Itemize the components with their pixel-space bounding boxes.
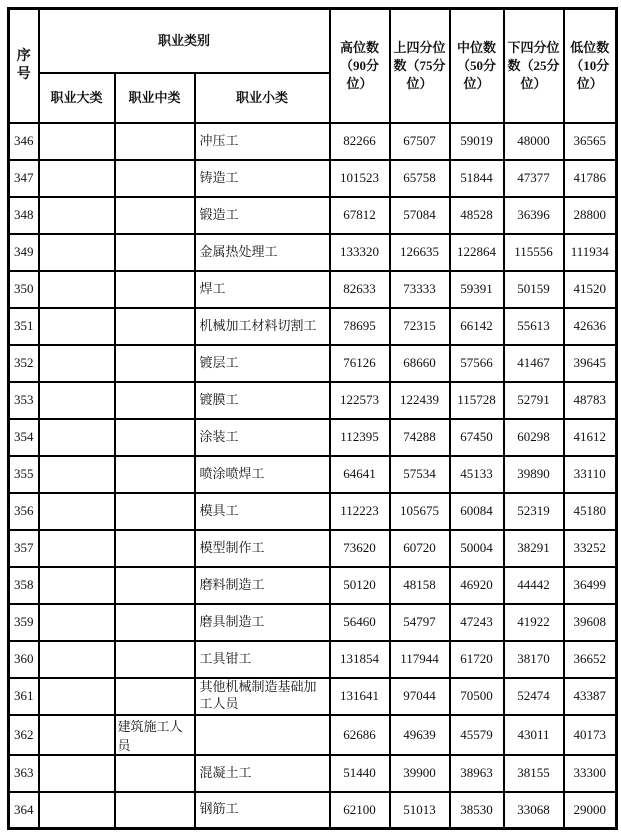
table-row	[9, 678, 617, 715]
cell-p10-value: 33300	[564, 755, 617, 792]
cell-p90-value: 51440	[330, 755, 390, 792]
cell-middle-category	[115, 271, 195, 308]
cell-minor-category	[195, 715, 330, 755]
cell-p25-value: 115556	[504, 234, 564, 271]
cell-p90-value: 82266	[330, 123, 390, 160]
cell-minor-category: 模型制作工	[195, 530, 330, 567]
cell-p10-value: 111934	[564, 234, 617, 271]
cell-p25-value: 33068	[504, 792, 564, 829]
cell-serial-number: 359	[9, 604, 39, 641]
cell-middle-category	[115, 641, 195, 678]
cell-p90-value: 67812	[330, 197, 390, 234]
table-row	[9, 345, 617, 382]
cell-p75-value: 126635	[390, 234, 450, 271]
cell-p50-value: 57566	[450, 345, 504, 382]
column-header-p75: 上四分位数（75分位）	[390, 9, 450, 123]
cell-p25-value: 44442	[504, 567, 564, 604]
cell-serial-number: 360	[9, 641, 39, 678]
cell-middle-category	[115, 567, 195, 604]
table-row	[9, 792, 617, 829]
cell-p25-value: 39890	[504, 456, 564, 493]
cell-p75-value: 97044	[390, 678, 450, 715]
cell-p75-value: 73333	[390, 271, 450, 308]
table-row	[9, 419, 617, 456]
cell-p50-value: 45133	[450, 456, 504, 493]
column-header-p90: 高位数（90分位）	[330, 9, 390, 123]
cell-middle-category	[115, 345, 195, 382]
table-row	[9, 715, 617, 755]
cell-p25-value: 47377	[504, 160, 564, 197]
table-row	[9, 308, 617, 345]
cell-middle-category	[115, 197, 195, 234]
cell-serial-number: 364	[9, 792, 39, 829]
cell-p90-value: 131641	[330, 678, 390, 715]
cell-serial-number: 346	[9, 123, 39, 160]
cell-minor-category: 喷涂喷焊工	[195, 456, 330, 493]
cell-p75-value: 57534	[390, 456, 450, 493]
cell-p25-value: 36396	[504, 197, 564, 234]
cell-major-category	[39, 755, 115, 792]
cell-p90-value: 122573	[330, 382, 390, 419]
cell-p10-value: 36565	[564, 123, 617, 160]
cell-p10-value: 39608	[564, 604, 617, 641]
cell-middle-category	[115, 234, 195, 271]
cell-p10-value: 39645	[564, 345, 617, 382]
cell-p25-value: 48000	[504, 123, 564, 160]
cell-p10-value: 43387	[564, 678, 617, 715]
cell-major-category	[39, 197, 115, 234]
cell-p50-value: 51844	[450, 160, 504, 197]
cell-major-category	[39, 271, 115, 308]
cell-p10-value: 41786	[564, 160, 617, 197]
cell-p50-value: 47243	[450, 604, 504, 641]
cell-p90-value: 62686	[330, 715, 390, 755]
cell-p25-value: 55613	[504, 308, 564, 345]
cell-p50-value: 67450	[450, 419, 504, 456]
cell-p50-value: 38963	[450, 755, 504, 792]
cell-p90-value: 56460	[330, 604, 390, 641]
cell-p75-value: 51013	[390, 792, 450, 829]
cell-middle-category	[115, 530, 195, 567]
cell-p75-value: 68660	[390, 345, 450, 382]
cell-p75-value: 74288	[390, 419, 450, 456]
column-header-middle-category: 职业中类	[115, 73, 195, 123]
cell-p50-value: 66142	[450, 308, 504, 345]
cell-p25-value: 43011	[504, 715, 564, 755]
cell-p10-value: 33110	[564, 456, 617, 493]
cell-p90-value: 82633	[330, 271, 390, 308]
cell-p25-value: 38291	[504, 530, 564, 567]
cell-p90-value: 64641	[330, 456, 390, 493]
cell-p50-value: 122864	[450, 234, 504, 271]
table-row	[9, 456, 617, 493]
column-header-serial: 序号	[9, 9, 39, 123]
cell-p10-value: 33252	[564, 530, 617, 567]
column-header-p10: 低位数（10分位）	[564, 9, 617, 123]
cell-p90-value: 131854	[330, 641, 390, 678]
cell-minor-category: 其他机械制造基础加工人员	[195, 678, 330, 715]
table-row	[9, 382, 617, 419]
cell-minor-category: 磨料制造工	[195, 567, 330, 604]
cell-p25-value: 52791	[504, 382, 564, 419]
table-row	[9, 530, 617, 567]
cell-middle-category	[115, 382, 195, 419]
column-header-major-category: 职业大类	[39, 73, 115, 123]
cell-major-category	[39, 308, 115, 345]
wage-percentile-table	[7, 7, 618, 830]
cell-p25-value: 60298	[504, 419, 564, 456]
cell-p75-value: 122439	[390, 382, 450, 419]
cell-middle-category	[115, 123, 195, 160]
cell-minor-category: 机械加工材料切割工	[195, 308, 330, 345]
cell-p90-value: 101523	[330, 160, 390, 197]
cell-middle-category	[115, 493, 195, 530]
column-header-minor-category: 职业小类	[195, 73, 330, 123]
cell-minor-category: 金属热处理工	[195, 234, 330, 271]
cell-minor-category: 镀层工	[195, 345, 330, 382]
cell-p25-value: 38170	[504, 641, 564, 678]
cell-p90-value: 76126	[330, 345, 390, 382]
cell-serial-number: 356	[9, 493, 39, 530]
cell-serial-number: 363	[9, 755, 39, 792]
cell-p90-value: 78695	[330, 308, 390, 345]
cell-middle-category	[115, 678, 195, 715]
table-row	[9, 197, 617, 234]
cell-p10-value: 40173	[564, 715, 617, 755]
cell-p90-value: 112223	[330, 493, 390, 530]
cell-middle-category	[115, 792, 195, 829]
cell-major-category	[39, 567, 115, 604]
cell-p10-value: 36652	[564, 641, 617, 678]
cell-p25-value: 38155	[504, 755, 564, 792]
cell-p10-value: 41612	[564, 419, 617, 456]
table-row	[9, 755, 617, 792]
cell-p50-value: 38530	[450, 792, 504, 829]
cell-p50-value: 70500	[450, 678, 504, 715]
cell-p75-value: 65758	[390, 160, 450, 197]
cell-p10-value: 41520	[564, 271, 617, 308]
cell-p75-value: 60720	[390, 530, 450, 567]
cell-serial-number: 362	[9, 715, 39, 755]
cell-p50-value: 46920	[450, 567, 504, 604]
cell-p90-value: 133320	[330, 234, 390, 271]
table-row	[9, 567, 617, 604]
cell-p25-value: 41922	[504, 604, 564, 641]
cell-p75-value: 72315	[390, 308, 450, 345]
cell-p75-value: 39900	[390, 755, 450, 792]
cell-serial-number: 355	[9, 456, 39, 493]
table-body	[9, 123, 617, 829]
cell-p90-value: 73620	[330, 530, 390, 567]
cell-minor-category: 混凝土工	[195, 755, 330, 792]
cell-major-category	[39, 234, 115, 271]
cell-p75-value: 49639	[390, 715, 450, 755]
cell-middle-category	[115, 160, 195, 197]
cell-major-category	[39, 160, 115, 197]
cell-p50-value: 59019	[450, 123, 504, 160]
cell-p25-value: 52319	[504, 493, 564, 530]
cell-p10-value: 45180	[564, 493, 617, 530]
cell-p50-value: 115728	[450, 382, 504, 419]
cell-serial-number: 349	[9, 234, 39, 271]
cell-major-category	[39, 792, 115, 829]
cell-major-category	[39, 604, 115, 641]
column-header-p50: 中位数（50分位）	[450, 9, 504, 123]
column-header-category-group: 职业类别	[39, 9, 330, 73]
table-row	[9, 604, 617, 641]
cell-p75-value: 48158	[390, 567, 450, 604]
cell-middle-category	[115, 456, 195, 493]
cell-p25-value: 41467	[504, 345, 564, 382]
cell-p75-value: 54797	[390, 604, 450, 641]
cell-minor-category: 铸造工	[195, 160, 330, 197]
cell-major-category	[39, 419, 115, 456]
cell-p90-value: 62100	[330, 792, 390, 829]
cell-p75-value: 67507	[390, 123, 450, 160]
cell-major-category	[39, 715, 115, 755]
cell-p25-value: 50159	[504, 271, 564, 308]
cell-major-category	[39, 530, 115, 567]
cell-p50-value: 45579	[450, 715, 504, 755]
cell-minor-category: 镀膜工	[195, 382, 330, 419]
table-row	[9, 641, 617, 678]
cell-p10-value: 48783	[564, 382, 617, 419]
table-row	[9, 123, 617, 160]
cell-minor-category: 锻造工	[195, 197, 330, 234]
table-row	[9, 493, 617, 530]
cell-p50-value: 50004	[450, 530, 504, 567]
cell-serial-number: 350	[9, 271, 39, 308]
cell-minor-category: 磨具制造工	[195, 604, 330, 641]
table-row	[9, 160, 617, 197]
cell-serial-number: 357	[9, 530, 39, 567]
cell-middle-category	[115, 308, 195, 345]
table-row	[9, 271, 617, 308]
cell-serial-number: 352	[9, 345, 39, 382]
cell-serial-number: 347	[9, 160, 39, 197]
cell-serial-number: 358	[9, 567, 39, 604]
cell-major-category	[39, 123, 115, 160]
cell-p50-value: 59391	[450, 271, 504, 308]
cell-p10-value: 36499	[564, 567, 617, 604]
cell-serial-number: 351	[9, 308, 39, 345]
cell-p75-value: 117944	[390, 641, 450, 678]
cell-middle-category: 建筑施工人员	[115, 715, 195, 755]
cell-major-category	[39, 345, 115, 382]
cell-serial-number: 348	[9, 197, 39, 234]
cell-minor-category: 模具工	[195, 493, 330, 530]
cell-major-category	[39, 382, 115, 419]
cell-p50-value: 60084	[450, 493, 504, 530]
cell-minor-category: 工具钳工	[195, 641, 330, 678]
cell-major-category	[39, 678, 115, 715]
cell-p25-value: 52474	[504, 678, 564, 715]
cell-p75-value: 57084	[390, 197, 450, 234]
column-header-p25: 下四分位数（25分位）	[504, 9, 564, 123]
cell-p90-value: 112395	[330, 419, 390, 456]
cell-p90-value: 50120	[330, 567, 390, 604]
cell-major-category	[39, 641, 115, 678]
cell-middle-category	[115, 419, 195, 456]
cell-serial-number: 354	[9, 419, 39, 456]
cell-serial-number: 353	[9, 382, 39, 419]
table-row	[9, 234, 617, 271]
cell-p50-value: 61720	[450, 641, 504, 678]
cell-middle-category	[115, 755, 195, 792]
cell-minor-category: 冲压工	[195, 123, 330, 160]
cell-minor-category: 焊工	[195, 271, 330, 308]
cell-p10-value: 42636	[564, 308, 617, 345]
cell-p75-value: 105675	[390, 493, 450, 530]
cell-p10-value: 29000	[564, 792, 617, 829]
cell-serial-number: 361	[9, 678, 39, 715]
cell-p10-value: 28800	[564, 197, 617, 234]
cell-major-category	[39, 456, 115, 493]
cell-middle-category	[115, 604, 195, 641]
cell-major-category	[39, 493, 115, 530]
cell-minor-category: 涂装工	[195, 419, 330, 456]
cell-p50-value: 48528	[450, 197, 504, 234]
cell-minor-category: 钢筋工	[195, 792, 330, 829]
